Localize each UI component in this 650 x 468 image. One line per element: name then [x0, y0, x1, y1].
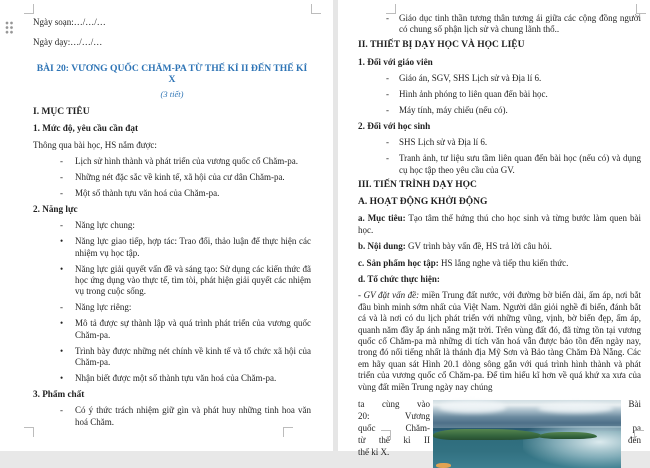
wrap-text-right-line: pa [632, 422, 641, 433]
bullet-marker: • [60, 372, 64, 383]
run-lead: c. Sản phẩm học tập: [358, 257, 439, 268]
list-item-text: Hình ảnh phóng to liên quan đến bài học. [399, 89, 548, 100]
wrap-text-left-line: quốc Chăm- [358, 422, 430, 433]
sub-heading: 1. Đối với giáo viên [358, 56, 433, 67]
wrap-text-left-line: thế kỉ X. [358, 446, 390, 457]
run-lead: - GV đặt vấn đề: [358, 290, 420, 301]
list-item-text: SHS Lịch sử và Địa lí 6. [399, 137, 488, 148]
run-lead: a. Mục tiêu: [358, 213, 406, 224]
section-heading: I. MỤC TIÊU [33, 107, 90, 118]
list-item-bullet [33, 373, 311, 384]
sub-heading: 2. Năng lực [33, 203, 78, 214]
text-boundary-mark [24, 427, 34, 437]
dash-marker: - [60, 302, 63, 313]
list-item-text: Năng lực giải quyết vấn đề và sáng tạo: Sử dụng các kiến thức đã học ứng dụng vào thực tế, tìm tòi, phát hiện giải quyết các nhiệm vụ trong cuộc sống. [75, 263, 311, 297]
document-subtitle: (3 tiết) [160, 88, 184, 99]
left-page-content [0, 0, 333, 428]
run-lead: d. Tổ chức thực hiện: [358, 273, 440, 284]
list-item-dash [33, 405, 311, 428]
list-item-text: Có ý thức trách nhiệm giữ gìn và phát huy những tinh hoa văn hoá Chăm. [75, 405, 311, 427]
dash-marker: - [386, 89, 389, 100]
dash-marker: - [386, 153, 389, 164]
list-item-text: Năng lực chung: [75, 220, 135, 231]
list-item-bullet [33, 264, 311, 298]
lead-paragraph: a. Mục tiêu: Tạo tâm thế hứng thú cho học sinh và từng bước làm quen bài học. [358, 213, 641, 235]
dash-marker: - [386, 104, 389, 115]
bullet-marker: • [60, 263, 64, 274]
list-item-dash [33, 220, 311, 231]
text-boundary-mark [634, 430, 644, 440]
list-item-dash [33, 172, 311, 183]
section-heading: III. TIẾN TRÌNH DẠY HỌC [358, 180, 477, 191]
wrap-text-left-column [358, 398, 430, 468]
sub-heading: 2. Đối với học sinh [358, 120, 431, 131]
wrap-text-left-line: 20: Vương [358, 410, 430, 421]
photo-island [433, 429, 542, 441]
dash-marker: - [60, 172, 63, 183]
date-line: Ngày dạy:…/…/… [33, 37, 103, 48]
dash-marker: - [60, 220, 63, 231]
list-item-dash [33, 302, 311, 313]
text-boundary-mark [381, 430, 391, 440]
list-item-text: Một số thành tựu văn hoá của Chăm-pa. [75, 188, 220, 199]
list-item-bullet [33, 318, 311, 341]
photo-cloud [538, 403, 613, 413]
list-item-bullet [33, 236, 311, 259]
wrap-text-right-line: Bài [628, 398, 641, 409]
wrap-text-right-line: đến [628, 434, 641, 445]
page-left [0, 0, 333, 451]
list-item-dash [358, 13, 641, 36]
dash-marker: - [60, 405, 63, 416]
lead-paragraph: c. Sản phẩm học tập: HS lắng nghe và tiếp thu kiến thức. [358, 257, 569, 268]
section-heading: A. HOẠT ĐỘNG KHỞI ĐỘNG [358, 196, 488, 207]
list-item-text: Mô tả được sự thành lập và quá trình phát triển của vương quốc Chăm-pa. [75, 318, 311, 340]
list-item-text: Năng lực riêng: [75, 302, 132, 313]
list-item-text: Năng lực giao tiếp, hợp tác: Trao đổi, thảo luận để thực hiện các nhiệm vụ học tập. [75, 236, 311, 258]
bullet-marker: • [60, 318, 64, 329]
lead-paragraph-italic: - GV đặt vấn đề: miền Trung đất nước, với đường bờ biển dài, ấm áp, nơi bắt đầu bình minh sớm nhất của Việt Nam. Người dân giỏi nghề đi biển, đánh bắt cá và là nơi có du lịch phát triển với những vũng, vịnh, bờ biển đẹp, ấm áp, quanh năm đầy ắp ánh nắng mặt trời. Trên vùng đất đó, đã từng tồn tại vương quốc cổ Chăm-pa mà những di tích văn hoá vẫn được bảo tồn đến ngày nay, trong đó nổi tiếng nhất là thánh địa Mỹ Sơn và Bảo tàng Chăm Đà Nẵng. Các em hãy quan sát Hình 20.1 dòng sông gắn với quá trình hình thành và phát triển của vương quốc cổ Chăm-pa. Để tìm hiểu kĩ hơn về quá khứ xa xưa của vùng đất miền Trung ngày nay chúng [358, 290, 641, 392]
list-item-text: Những nét đặc sắc về kinh tế, xã hội của cư dân Chăm-pa. [75, 172, 285, 183]
bullet-marker: • [60, 345, 64, 356]
dash-marker: - [60, 156, 63, 167]
list-item-text: Giáo án, SGV, SHS Lịch sử và Địa lí 6. [399, 73, 542, 84]
aerial-river-landscape-photo[interactable] [433, 400, 621, 468]
list-item-dash [358, 89, 641, 100]
list-item-dash [33, 156, 311, 167]
list-item-bullet [33, 346, 311, 369]
right-page-content [338, 0, 650, 393]
list-item-text: Lịch sử hình thành và phát triển của vương quốc cổ Chăm-pa. [75, 156, 298, 167]
list-item-dash [33, 188, 311, 199]
dash-marker: - [386, 137, 389, 148]
document-title: BÀI 20: VƯƠNG QUỐC CHĂM-PA TỪ THẾ KỈ II ĐẾN THẾ KỈ X [36, 62, 308, 86]
wrap-text-left-line: ta cùng vào [358, 398, 430, 409]
lead-paragraph: b. Nội dung: GV trình bày vấn đề, HS trả lời câu hỏi. [358, 241, 552, 252]
page-right [338, 0, 650, 457]
photo-island [538, 432, 596, 439]
section-heading: II. THIẾT BỊ DẠY HỌC VÀ HỌC LIỆU [358, 40, 525, 51]
wrap-text-right-line [626, 410, 641, 422]
dash-marker: - [60, 188, 63, 199]
list-item-text: Trình bày được những nét chính về kinh tế và tổ chức xã hội của Chăm-pa. [75, 345, 311, 367]
date-line: Ngày soạn:…/…/… [33, 17, 106, 27]
list-item-dash [358, 105, 641, 116]
sub-heading: 1. Mức độ, yêu cầu cần đạt [33, 123, 139, 134]
text-boundary-mark [283, 427, 293, 437]
wrap-text-left-line: từ thế kỉ II [358, 434, 430, 445]
list-item-text: Máy tính, máy chiếu (nếu có). [399, 104, 508, 115]
bullet-marker: • [60, 236, 64, 247]
photo-beach-spot [436, 463, 451, 468]
list-item-text: Giáo dục tinh thần tương thân tương ái giữa các cộng đồng người có chung số phận lịch sử và chung lãnh thổ.. [399, 13, 641, 35]
lead-paragraph [358, 274, 641, 285]
list-item-dash [358, 137, 641, 148]
list-item-dash [358, 73, 641, 84]
dash-marker: - [386, 73, 389, 84]
photo-cloud [439, 401, 507, 413]
sub-heading: 3. Phẩm chất [33, 388, 85, 399]
dash-marker: - [386, 13, 389, 23]
list-item-text: Tranh ảnh, tư liệu sưu tầm liên quan đến bài học (nếu có) và dụng cụ học tập theo yêu cầu của GV. [399, 153, 641, 175]
list-item-dash [358, 153, 641, 176]
wrap-text-right-line [626, 446, 641, 458]
run-lead: b. Nội dung: [358, 241, 406, 252]
paragraph: Thông qua bài học, HS nắm được: [33, 139, 157, 150]
list-item-text: Nhận biết được một số thành tựu văn hoá của Chăm-pa. [75, 372, 277, 383]
